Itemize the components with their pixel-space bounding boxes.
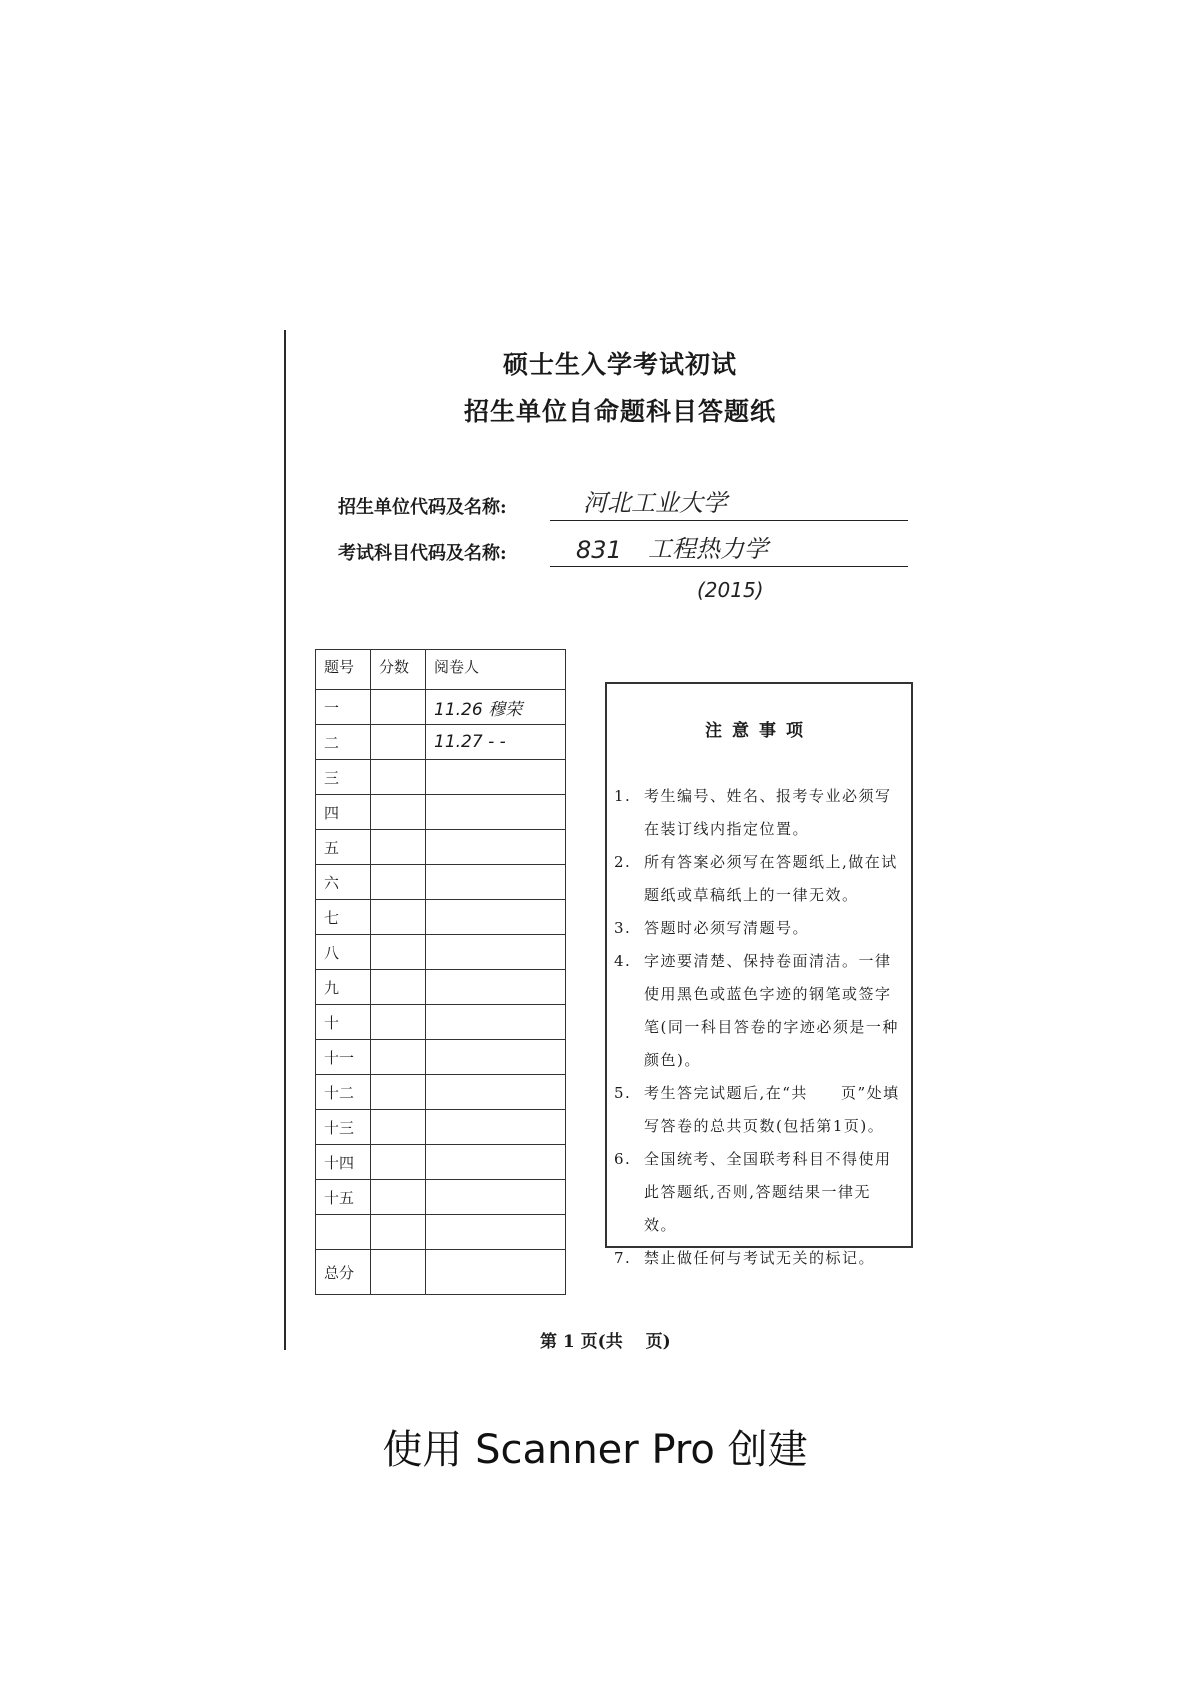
page-number: 第 1 页(共 页) (540, 1332, 671, 1352)
table-row (316, 1005, 566, 1040)
score-cell (371, 1180, 426, 1215)
question-number: 一 (316, 690, 371, 725)
score-cell (371, 1145, 426, 1180)
question-number: 六 (316, 865, 371, 900)
grader-cell (426, 900, 566, 935)
notice-item (614, 780, 903, 846)
grader-cell (426, 865, 566, 900)
table-row (316, 830, 566, 865)
grader-cell (426, 970, 566, 1005)
table-row (316, 865, 566, 900)
notice-item-text: 禁止做任何与考试无关的标记。 (644, 1249, 876, 1267)
grader-cell (426, 1005, 566, 1040)
table-row (316, 1110, 566, 1145)
grader-cell (426, 830, 566, 865)
question-number: 七 (316, 900, 371, 935)
table-row (316, 795, 566, 830)
subject-underline (550, 566, 908, 567)
notice-item (614, 945, 903, 1077)
notice-item-text: 全国统考、全国联考科目不得使用此答题纸,否则,答题结果一律无效。 (644, 1150, 892, 1234)
question-number (316, 1215, 371, 1250)
notice-title: 注意事项 (705, 721, 813, 741)
table-row (316, 970, 566, 1005)
grader-cell (426, 1215, 566, 1250)
question-number: 九 (316, 970, 371, 1005)
score-table-header (316, 650, 566, 690)
score-cell (371, 1215, 426, 1250)
score-cell (371, 935, 426, 970)
question-number: 十五 (316, 1180, 371, 1215)
grader-cell (426, 1180, 566, 1215)
notice-list (614, 780, 903, 1275)
table-row (316, 1215, 566, 1250)
score-cell (371, 1110, 426, 1145)
question-number: 十四 (316, 1145, 371, 1180)
institution-underline (550, 520, 908, 521)
notice-box (605, 682, 913, 1267)
year-note-handwritten: (2015) (697, 578, 764, 602)
exam-title: 硕士生入学考试初试 (502, 350, 737, 379)
notice-item-number: 2. (614, 853, 632, 871)
table-row (316, 1145, 566, 1180)
notice-item (614, 1077, 903, 1143)
question-number: 三 (316, 760, 371, 795)
total-label: 总分 (316, 1250, 371, 1295)
notice-item-text: 考生答完试题后,在“共 页”处填写答卷的总共页数(包括第1页)。 (644, 1084, 900, 1135)
grader-cell (426, 1075, 566, 1110)
institution-handwritten: 河北工业大学 (583, 489, 727, 517)
notice-item (614, 1143, 903, 1242)
total-row (316, 1250, 566, 1295)
notice-item-number: 4. (614, 952, 632, 970)
score-cell (371, 900, 426, 935)
score-cell (371, 865, 426, 900)
score-table (315, 649, 566, 1295)
question-number: 十二 (316, 1075, 371, 1110)
grader-cell (426, 1040, 566, 1075)
table-row (316, 725, 566, 760)
notice-item-text: 答题时必须写清题号。 (644, 919, 810, 937)
score-cell (371, 795, 426, 830)
table-row (316, 690, 566, 725)
table-row (316, 760, 566, 795)
question-number: 五 (316, 830, 371, 865)
table-row (316, 900, 566, 935)
scanner-watermark: 使用 Scanner Pro 创建 (382, 1427, 808, 1473)
subject-code-handwritten: 831 (576, 536, 622, 564)
notice-item (614, 1242, 903, 1275)
subject-label: 考试科目代码及名称: (338, 543, 507, 564)
question-number: 十一 (316, 1040, 371, 1075)
subject-name-handwritten: 工程热力学 (648, 535, 768, 563)
notice-item-number: 5. (614, 1084, 632, 1102)
notice-item (614, 912, 903, 945)
table-row (316, 1040, 566, 1075)
answer-sheet-title: 招生单位自命题科目答题纸 (463, 397, 776, 426)
header-score: 分数 (371, 650, 426, 690)
score-cell (371, 970, 426, 1005)
total-grader-cell (426, 1250, 566, 1295)
table-row (316, 1180, 566, 1215)
grader-cell: 11.27 - - (426, 725, 566, 760)
score-cell (371, 760, 426, 795)
institution-label: 招生单位代码及名称: (338, 497, 507, 518)
notice-item-number: 1. (614, 787, 632, 805)
grader-cell: 11.26 穆荣 (426, 690, 566, 725)
binding-line (284, 330, 286, 1350)
total-score-cell (371, 1250, 426, 1295)
score-cell (371, 1075, 426, 1110)
notice-item (614, 846, 903, 912)
grader-cell (426, 935, 566, 970)
grader-cell (426, 1110, 566, 1145)
question-number: 八 (316, 935, 371, 970)
notice-item-text: 所有答案必须写在答题纸上,做在试题纸或草稿纸上的一律无效。 (644, 853, 898, 904)
notice-item-number: 7. (614, 1249, 632, 1267)
question-number: 十三 (316, 1110, 371, 1145)
notice-item-number: 6. (614, 1150, 632, 1168)
table-row (316, 935, 566, 970)
question-number: 四 (316, 795, 371, 830)
notice-item-text: 字迹要清楚、保持卷面清洁。一律使用黑色或蓝色字迹的钢笔或签字笔(同一科目答卷的字迹必须是一种颜色)。 (644, 952, 899, 1069)
score-cell (371, 1005, 426, 1040)
grader-cell (426, 1145, 566, 1180)
table-row (316, 1075, 566, 1110)
score-cell (371, 830, 426, 865)
grader-cell (426, 795, 566, 830)
score-cell (371, 1040, 426, 1075)
question-number: 十 (316, 1005, 371, 1040)
notice-item-text: 考生编号、姓名、报考专业必须写在装订线内指定位置。 (644, 787, 892, 838)
question-number: 二 (316, 725, 371, 760)
header-question: 题号 (316, 650, 371, 690)
header-grader: 阅卷人 (426, 650, 566, 690)
grader-cell (426, 760, 566, 795)
score-cell (371, 725, 426, 760)
score-cell (371, 690, 426, 725)
notice-item-number: 3. (614, 919, 632, 937)
